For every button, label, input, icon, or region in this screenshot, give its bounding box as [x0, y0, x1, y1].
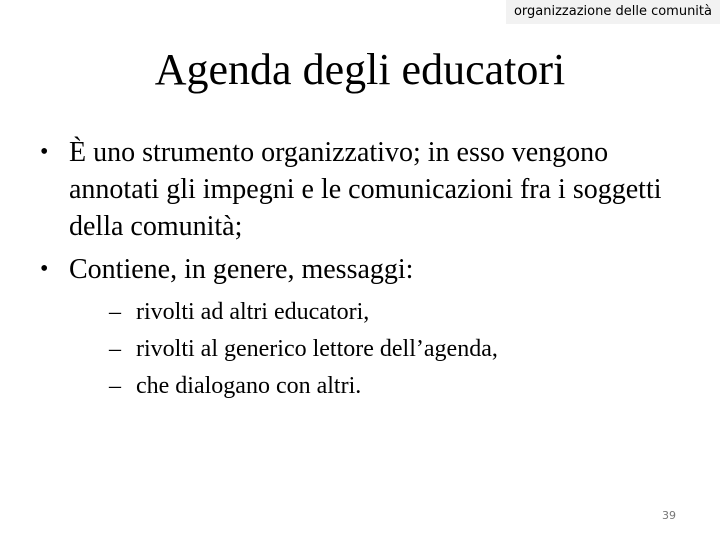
- bullet-list: [40, 134, 680, 411]
- bullet-item: [40, 251, 680, 405]
- sub-bullet-marker: –: [109, 336, 121, 362]
- sub-bullet-text: che dialogano con altri.: [136, 373, 362, 399]
- bullet-text: È uno strumento organizzativo; in esso vengono annotati gli impegni e le comunicazioni fra i soggetti della comunità;: [69, 137, 662, 242]
- sub-bullet-text: rivolti ad altri educatori,: [136, 299, 370, 325]
- section-header-tag: organizzazione delle comunità: [506, 0, 720, 24]
- bullet-marker: •: [40, 139, 49, 165]
- sub-bullet-marker: –: [109, 299, 121, 325]
- slide-title: Agenda degli educatori: [154, 45, 566, 94]
- sub-bullet-item: [109, 331, 680, 368]
- sub-bullet-item: [109, 368, 680, 405]
- sub-bullet-list: [69, 294, 680, 405]
- sub-bullet-item: [109, 294, 680, 331]
- bullet-text: Contiene, in genere, messaggi:: [69, 254, 414, 285]
- sub-bullet-marker: –: [109, 373, 121, 399]
- bullet-marker: •: [40, 256, 49, 282]
- page-number: 39: [662, 509, 676, 522]
- bullet-item: [40, 134, 680, 245]
- sub-bullet-text: rivolti al generico lettore dell’agenda,: [136, 336, 498, 362]
